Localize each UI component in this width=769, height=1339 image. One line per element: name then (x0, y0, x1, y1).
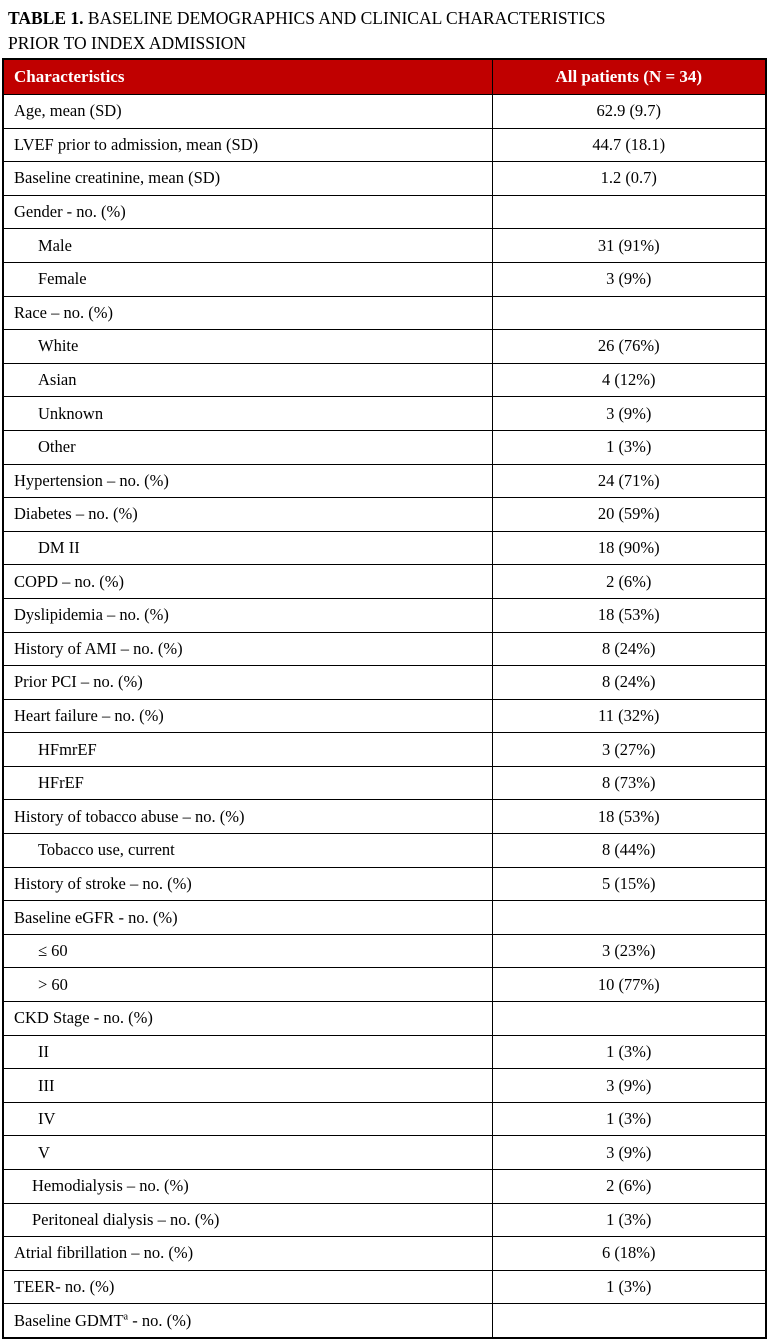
characteristic-label: COPD – no. (%) (14, 571, 124, 591)
characteristic-cell (3, 397, 492, 431)
header-all-patients: All patients (N = 34) (492, 59, 766, 95)
value-cell: 1.2 (0.7) (492, 162, 766, 196)
characteristic-cell (3, 363, 492, 397)
characteristic-label: Baseline GDMT (14, 1310, 124, 1330)
table-row (3, 95, 766, 129)
value-cell: 8 (24%) (492, 632, 766, 666)
table-row (3, 296, 766, 330)
table-row (3, 430, 766, 464)
characteristic-label: Other (38, 437, 76, 457)
characteristic-label-suffix: - no. (%) (128, 1310, 192, 1330)
value-cell (492, 1002, 766, 1036)
table-row (3, 1002, 766, 1036)
table-title-text: BASELINE DEMOGRAPHICS AND CLINICAL CHARACTERISTICS PRIOR TO INDEX ADMISSION (8, 8, 606, 53)
characteristic-label: Prior PCI – no. (%) (14, 672, 143, 692)
table-row (3, 834, 766, 868)
table-row (3, 934, 766, 968)
characteristic-label: II (38, 1041, 49, 1061)
characteristic-label: Unknown (38, 403, 104, 423)
characteristic-label: Hemodialysis – no. (%) (32, 1176, 189, 1196)
characteristic-cell (3, 666, 492, 700)
characteristic-cell (3, 901, 492, 935)
table-row (3, 498, 766, 532)
header-characteristics: Characteristics (3, 59, 492, 95)
characteristic-label: Female (38, 269, 87, 289)
value-cell: 1 (3%) (492, 1270, 766, 1304)
characteristic-cell (3, 330, 492, 364)
characteristic-label: Peritoneal dialysis – no. (%) (32, 1209, 220, 1229)
characteristic-cell (3, 162, 492, 196)
characteristic-label: CKD Stage - no. (%) (14, 1008, 153, 1028)
characteristic-cell (3, 1035, 492, 1069)
characteristic-label: White (38, 336, 79, 356)
value-cell: 24 (71%) (492, 464, 766, 498)
characteristic-cell (3, 733, 492, 767)
value-cell: 18 (53%) (492, 800, 766, 834)
characteristic-label: TEER- no. (%) (14, 1277, 115, 1297)
table-row (3, 1069, 766, 1103)
table-row (3, 867, 766, 901)
characteristic-label: ≤ 60 (38, 941, 68, 961)
table-row (3, 397, 766, 431)
value-cell: 2 (6%) (492, 565, 766, 599)
value-cell: 26 (76%) (492, 330, 766, 364)
table-row (3, 901, 766, 935)
value-cell: 8 (24%) (492, 666, 766, 700)
characteristic-cell (3, 867, 492, 901)
value-cell: 20 (59%) (492, 498, 766, 532)
value-cell: 1 (3%) (492, 1035, 766, 1069)
table-row (3, 1203, 766, 1237)
table-row (3, 363, 766, 397)
value-cell: 8 (44%) (492, 834, 766, 868)
characteristic-cell (3, 262, 492, 296)
value-cell (492, 1304, 766, 1338)
table-row (3, 531, 766, 565)
value-cell: 8 (73%) (492, 766, 766, 800)
characteristic-cell (3, 128, 492, 162)
characteristic-cell (3, 1002, 492, 1036)
baseline-demographics-table (2, 58, 767, 1339)
table-row (3, 1035, 766, 1069)
table-row (3, 162, 766, 196)
table-body (3, 95, 766, 1338)
value-cell: 3 (23%) (492, 934, 766, 968)
characteristic-cell (3, 699, 492, 733)
value-cell: 44.7 (18.1) (492, 128, 766, 162)
table-row (3, 1237, 766, 1271)
characteristic-cell (3, 834, 492, 868)
table-title (0, 0, 638, 58)
characteristic-cell (3, 430, 492, 464)
characteristic-label: Male (38, 235, 72, 255)
characteristic-cell (3, 1170, 492, 1204)
table-row (3, 1102, 766, 1136)
table-row (3, 666, 766, 700)
table-row (3, 733, 766, 767)
value-cell: 3 (9%) (492, 1136, 766, 1170)
value-cell: 5 (15%) (492, 867, 766, 901)
value-cell: 3 (9%) (492, 397, 766, 431)
table-row (3, 195, 766, 229)
characteristic-cell (3, 464, 492, 498)
characteristic-label: IV (38, 1109, 56, 1129)
characteristic-label: V (38, 1142, 50, 1162)
table-row (3, 598, 766, 632)
table-row (3, 1304, 766, 1338)
table-row (3, 1270, 766, 1304)
characteristic-cell (3, 1304, 492, 1338)
characteristic-label: Dyslipidemia – no. (%) (14, 605, 169, 625)
value-cell: 3 (27%) (492, 733, 766, 767)
table-row (3, 968, 766, 1002)
value-cell: 11 (32%) (492, 699, 766, 733)
characteristic-label: DM II (38, 538, 80, 558)
characteristic-cell (3, 1270, 492, 1304)
characteristic-cell (3, 1102, 492, 1136)
characteristic-label: III (38, 1075, 55, 1095)
characteristic-cell (3, 531, 492, 565)
table-row (3, 632, 766, 666)
table-row (3, 766, 766, 800)
value-cell (492, 195, 766, 229)
characteristic-label: > 60 (38, 974, 68, 994)
value-cell: 10 (77%) (492, 968, 766, 1002)
value-cell: 4 (12%) (492, 363, 766, 397)
characteristic-label: Heart failure – no. (%) (14, 705, 164, 725)
table-header-row (3, 59, 766, 95)
table-row (3, 800, 766, 834)
characteristic-label: Baseline eGFR - no. (%) (14, 907, 178, 927)
characteristic-label: Atrial fibrillation – no. (%) (14, 1243, 194, 1263)
value-cell: 3 (9%) (492, 1069, 766, 1103)
characteristic-label: History of tobacco abuse – no. (%) (14, 806, 245, 826)
characteristic-label: HFmrEF (38, 739, 97, 759)
characteristic-label: Hypertension – no. (%) (14, 470, 169, 490)
table-row (3, 464, 766, 498)
value-cell: 1 (3%) (492, 1102, 766, 1136)
value-cell (492, 901, 766, 935)
characteristic-cell (3, 195, 492, 229)
characteristic-label: Diabetes – no. (%) (14, 504, 138, 524)
characteristic-label: Asian (38, 370, 77, 390)
characteristic-label: Tobacco use, current (38, 840, 175, 860)
table-row (3, 128, 766, 162)
table-title-number: TABLE 1. (8, 8, 84, 28)
characteristic-label: History of stroke – no. (%) (14, 873, 192, 893)
characteristic-label: Age, mean (SD) (14, 101, 122, 121)
table-row (3, 699, 766, 733)
characteristic-cell (3, 95, 492, 129)
value-cell: 18 (90%) (492, 531, 766, 565)
characteristic-label: HFrEF (38, 773, 84, 793)
value-cell: 6 (18%) (492, 1237, 766, 1271)
characteristic-cell (3, 296, 492, 330)
characteristic-label: Race – no. (%) (14, 302, 113, 322)
value-cell: 3 (9%) (492, 262, 766, 296)
characteristic-cell (3, 598, 492, 632)
value-cell: 31 (91%) (492, 229, 766, 263)
table-row (3, 1170, 766, 1204)
characteristic-cell (3, 229, 492, 263)
characteristic-cell (3, 498, 492, 532)
characteristic-cell (3, 766, 492, 800)
table-row (3, 1136, 766, 1170)
characteristic-cell (3, 565, 492, 599)
value-cell: 1 (3%) (492, 430, 766, 464)
characteristic-cell (3, 1237, 492, 1271)
value-cell: 18 (53%) (492, 598, 766, 632)
table-row (3, 330, 766, 364)
value-cell (492, 296, 766, 330)
footnote-marker: a (123, 1311, 129, 1323)
characteristic-label: Gender - no. (%) (14, 202, 126, 222)
value-cell: 1 (3%) (492, 1203, 766, 1237)
value-cell: 62.9 (9.7) (492, 95, 766, 129)
table-row (3, 229, 766, 263)
characteristic-label: LVEF prior to admission, mean (SD) (14, 134, 259, 154)
characteristic-cell (3, 632, 492, 666)
characteristic-cell (3, 934, 492, 968)
characteristic-cell (3, 1203, 492, 1237)
characteristic-label: History of AMI – no. (%) (14, 638, 183, 658)
characteristic-label: Baseline creatinine, mean (SD) (14, 168, 221, 188)
characteristic-cell (3, 1136, 492, 1170)
characteristic-cell (3, 800, 492, 834)
table-row (3, 262, 766, 296)
table-row (3, 565, 766, 599)
value-cell: 2 (6%) (492, 1170, 766, 1204)
characteristic-cell (3, 968, 492, 1002)
characteristic-cell (3, 1069, 492, 1103)
